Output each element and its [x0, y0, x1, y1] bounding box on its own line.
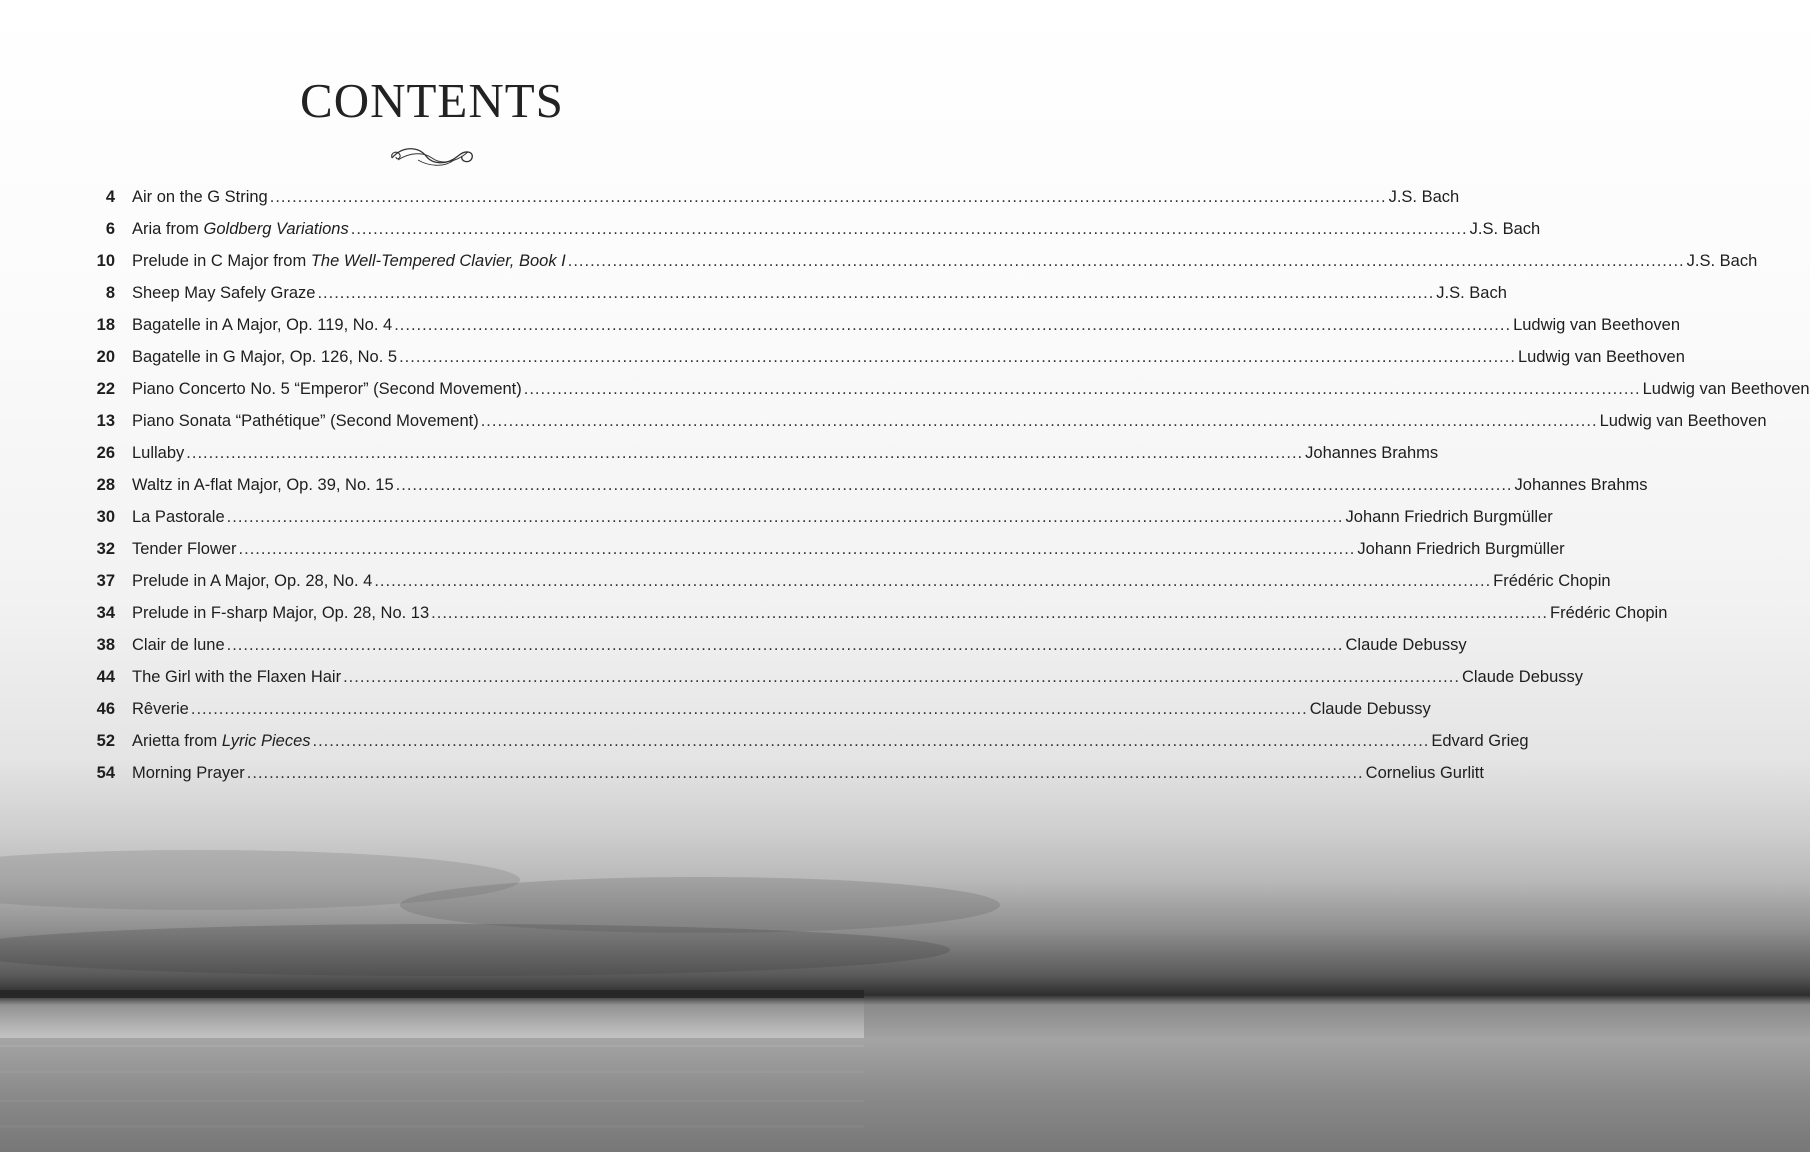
- composer-name: Ludwig van Beethoven: [1599, 412, 1767, 430]
- piece-title-text: Sheep May Safely Graze: [132, 284, 316, 302]
- page-number: 37: [96, 572, 115, 590]
- composer-name: J.S. Bach: [1686, 252, 1758, 270]
- piece-title-text: Prelude in F-sharp Major, Op. 28, No. 13: [132, 604, 430, 622]
- page-number: 34: [96, 604, 115, 622]
- page-number: 28: [96, 476, 115, 494]
- dot-leader: ........................................................................................................................................................................................................: [238, 540, 1356, 558]
- toc-entry[interactable]: [84, 533, 1565, 565]
- page-number: 10: [96, 252, 115, 270]
- piece-title: [132, 629, 225, 661]
- composer-name: Claude Debussy: [1309, 700, 1431, 718]
- piece-title: [132, 661, 341, 693]
- toc-entry[interactable]: [84, 181, 1460, 213]
- piece-title: [132, 469, 394, 501]
- composer-name: Johannes Brahms: [1514, 476, 1648, 494]
- piece-title-text: Lullaby: [132, 444, 185, 462]
- composer-name: Cornelius Gurlitt: [1365, 764, 1484, 782]
- toc-entry[interactable]: [84, 245, 1758, 277]
- composer-name: Claude Debussy: [1345, 636, 1467, 654]
- toc-entry[interactable]: [84, 693, 1431, 725]
- piece-title: [132, 405, 479, 437]
- piece-title: [132, 757, 245, 789]
- dot-leader: ........................................................................................................................................................................................................: [190, 700, 1308, 718]
- page-number: 6: [105, 220, 115, 238]
- page-number: 20: [96, 348, 115, 366]
- dot-leader: ........................................................................................................................................................................................................: [394, 316, 1512, 334]
- piece-title-text: La Pastorale: [132, 508, 225, 526]
- toc-entry[interactable]: [84, 405, 1767, 437]
- page-number: 46: [96, 700, 115, 718]
- composer-name: Ludwig van Beethoven: [1517, 348, 1685, 366]
- piece-title-text: Piano Concerto No. 5 “Emperor” (Second Movement): [132, 380, 522, 398]
- page-number: 54: [96, 764, 115, 782]
- composer-name: Johann Friedrich Burgmüller: [1345, 508, 1553, 526]
- composer-name: Johann Friedrich Burgmüller: [1357, 540, 1565, 558]
- piece-title: [132, 213, 349, 245]
- dot-leader: ........................................................................................................................................................................................................: [186, 444, 1304, 462]
- composer-name: Frédéric Chopin: [1493, 572, 1611, 590]
- toc-entry[interactable]: [84, 437, 1439, 469]
- piece-title: [132, 693, 189, 725]
- piece-title-text: Waltz in A-flat Major, Op. 39, No. 15: [132, 476, 394, 494]
- toc-entry[interactable]: [84, 373, 1810, 405]
- piece-title-italic: Lyric Pieces: [221, 732, 311, 750]
- page-number: 44: [96, 668, 115, 686]
- composer-name: Ludwig van Beethoven: [1513, 316, 1681, 334]
- piece-title: [132, 309, 392, 341]
- page-number: 26: [96, 444, 115, 462]
- piece-title-text: Arietta from: [132, 732, 222, 750]
- page-number: 8: [105, 284, 115, 302]
- page-number: 13: [96, 412, 115, 430]
- piece-title: [132, 565, 372, 597]
- piece-title: [132, 373, 522, 405]
- toc-entry[interactable]: [84, 629, 1467, 661]
- piece-title-italic: The Well-Tempered Clavier, Book I: [310, 252, 566, 270]
- toc-entry[interactable]: [84, 309, 1681, 341]
- piece-title: [132, 597, 429, 629]
- dot-leader: ........................................................................................................................................................................................................: [226, 508, 1344, 526]
- piece-title-text: Bagatelle in G Major, Op. 126, No. 5: [132, 348, 398, 366]
- dot-leader: ........................................................................................................................................................................................................: [431, 604, 1549, 622]
- piece-title-text: Prelude in A Major, Op. 28, No. 4: [132, 572, 373, 590]
- dot-leader: ........................................................................................................................................................................................................: [567, 252, 1685, 270]
- piece-title: [132, 501, 225, 533]
- piece-title-text: Rêverie: [132, 700, 189, 718]
- piece-title-text: Clair de lune: [132, 636, 225, 654]
- page-number: 38: [96, 636, 115, 654]
- toc-entry[interactable]: [84, 341, 1685, 373]
- dot-leader: ........................................................................................................................................................................................................: [395, 476, 1513, 494]
- page-number: 30: [96, 508, 115, 526]
- piece-title: [132, 437, 184, 469]
- composer-name: J.S. Bach: [1469, 220, 1541, 238]
- piece-title-text: Air on the G String: [132, 188, 268, 206]
- dot-leader: ........................................................................................................................................................................................................: [523, 380, 1641, 398]
- piece-title-italic: Goldberg Variations: [203, 220, 349, 238]
- piece-title-text: Morning Prayer: [132, 764, 245, 782]
- composer-name: Johannes Brahms: [1305, 444, 1439, 462]
- page-number: 52: [96, 732, 115, 750]
- dot-leader: ........................................................................................................................................................................................................: [374, 572, 1492, 590]
- composer-name: J.S. Bach: [1436, 284, 1507, 302]
- toc-entry[interactable]: [84, 469, 1648, 501]
- piece-title: [132, 341, 397, 373]
- toc-entry[interactable]: [84, 277, 1507, 309]
- page-number: 22: [96, 380, 115, 398]
- dot-leader: ........................................................................................................................................................................................................: [317, 284, 1435, 302]
- dot-leader: ........................................................................................................................................................................................................: [350, 220, 1468, 238]
- piece-title-text: Piano Sonata “Pathétique” (Second Movement): [132, 412, 479, 430]
- toc-entry[interactable]: [84, 501, 1553, 533]
- piece-title: [132, 245, 566, 277]
- dot-leader: ........................................................................................................................................................................................................: [269, 188, 1387, 206]
- piece-title: [132, 533, 237, 565]
- composer-name: Frédéric Chopin: [1550, 604, 1668, 622]
- composer-name: Edvard Grieg: [1431, 732, 1529, 750]
- page-number: 4: [105, 188, 115, 206]
- dot-leader: ........................................................................................................................................................................................................: [312, 732, 1430, 750]
- piece-title: [132, 725, 311, 757]
- dot-leader: ........................................................................................................................................................................................................: [343, 668, 1460, 686]
- dot-leader: ........................................................................................................................................................................................................: [226, 636, 1344, 654]
- piece-title-text: Aria from: [132, 220, 204, 238]
- composer-name: Claude Debussy: [1461, 668, 1584, 686]
- contents-list: [84, 181, 1810, 789]
- toc-entry[interactable]: [84, 725, 1529, 757]
- composer-name: Ludwig van Beethoven: [1642, 380, 1810, 398]
- piece-title-text: Tender Flower: [132, 540, 237, 558]
- dot-leader: ........................................................................................................................................................................................................: [480, 412, 1598, 430]
- page-number: 32: [96, 540, 115, 558]
- toc-entry[interactable]: [84, 213, 1541, 245]
- toc-entry[interactable]: [84, 565, 1611, 597]
- piece-title: [132, 277, 315, 309]
- toc-entry[interactable]: [84, 597, 1668, 629]
- dot-leader: ........................................................................................................................................................................................................: [246, 764, 1364, 782]
- piece-title-text: The Girl with the Flaxen Hair: [132, 668, 342, 686]
- piece-title-text: Prelude in C Major from: [132, 252, 311, 270]
- flourish-ornament-icon: [388, 138, 476, 174]
- toc-entry[interactable]: [84, 661, 1584, 693]
- piece-title: [132, 181, 268, 213]
- composer-name: J.S. Bach: [1388, 188, 1460, 206]
- page-title: CONTENTS: [300, 73, 564, 128]
- toc-entry[interactable]: [84, 757, 1484, 789]
- piece-title-text: Bagatelle in A Major, Op. 119, No. 4: [132, 316, 393, 334]
- page-number: 18: [96, 316, 115, 334]
- dot-leader: ........................................................................................................................................................................................................: [399, 348, 1516, 366]
